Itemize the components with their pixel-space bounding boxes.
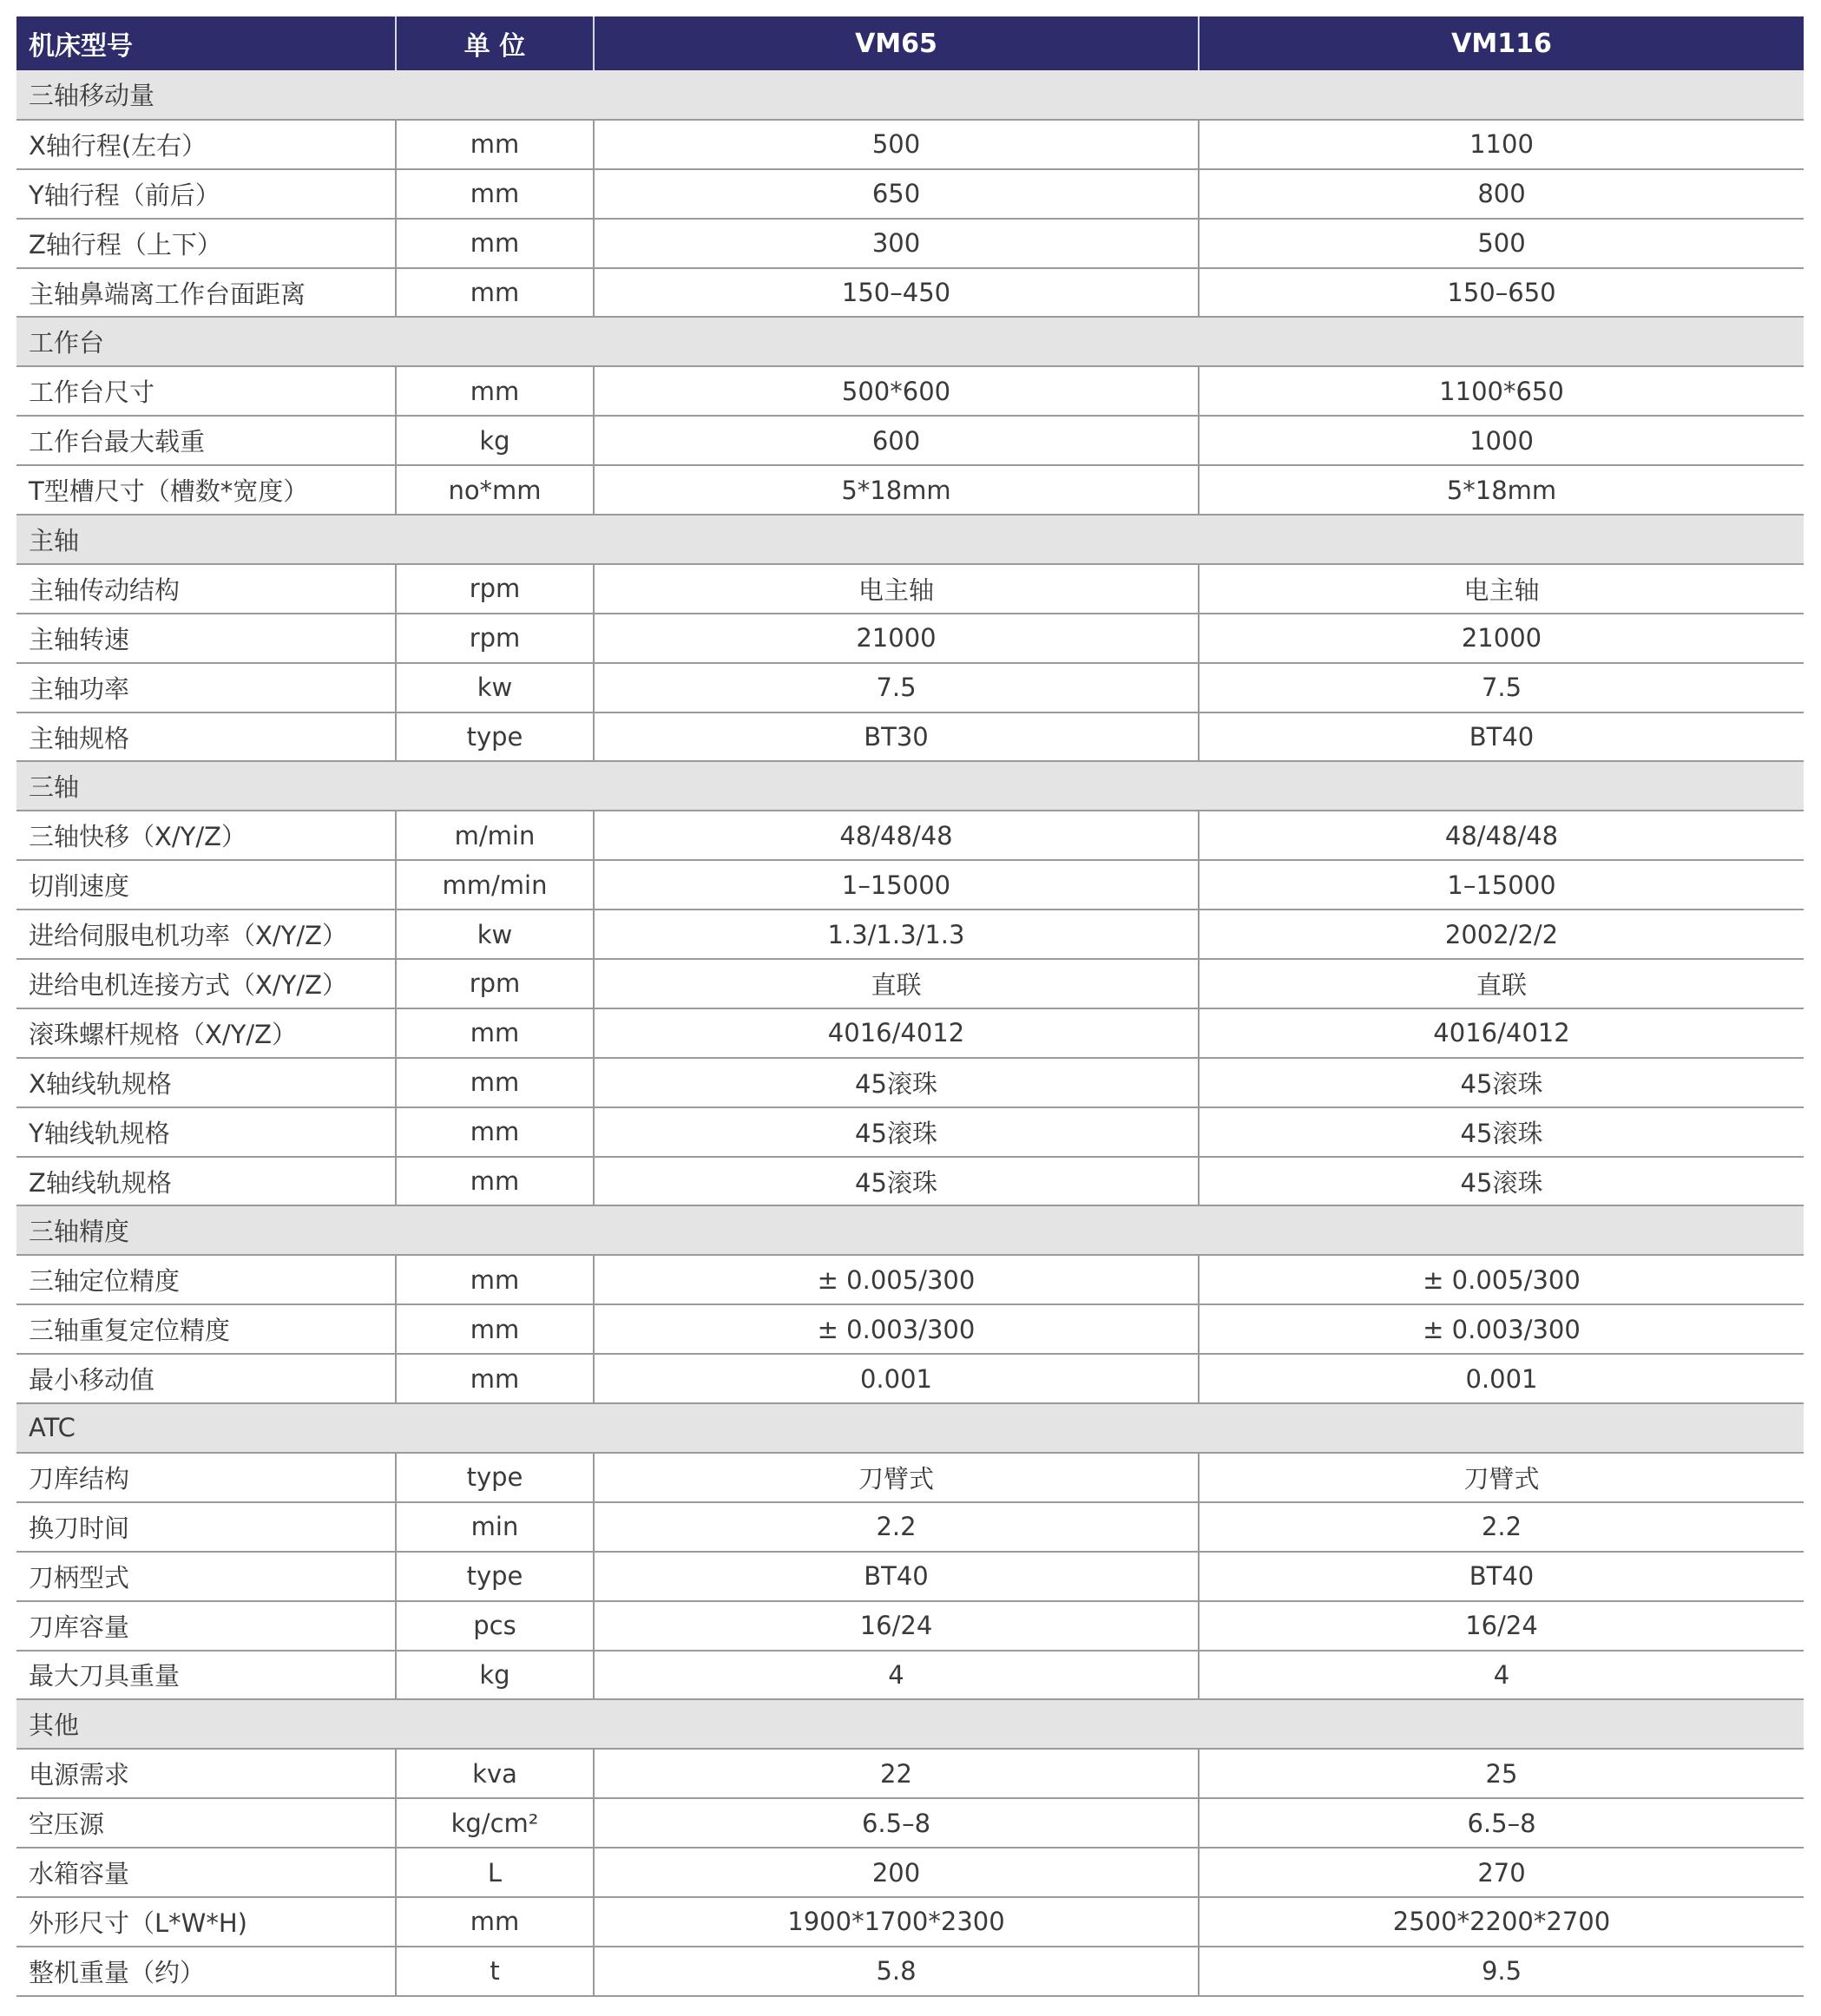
- spec-name: 水箱容量: [16, 1848, 396, 1897]
- spec-value-vm65: 5*18mm: [594, 465, 1199, 515]
- spec-value-vm116: 1–15000: [1199, 860, 1804, 909]
- spec-row: [16, 1749, 1804, 1798]
- spec-row: [16, 1008, 1804, 1058]
- spec-value-vm65: ± 0.003/300: [594, 1304, 1199, 1354]
- spec-value-vm116: 直联: [1199, 959, 1804, 1008]
- spec-value-vm116: 电主轴: [1199, 564, 1804, 614]
- spec-value-vm116: 45滚珠: [1199, 1157, 1804, 1206]
- spec-value-vm65: 2.2: [594, 1502, 1199, 1552]
- spec-name: 整机重量（约）: [16, 1947, 396, 1996]
- spec-value-vm116: BT40: [1199, 1552, 1804, 1601]
- spec-value-vm65: 21000: [594, 614, 1199, 663]
- spec-table-container: [16, 16, 1804, 1997]
- spec-value-vm116: 刀臂式: [1199, 1453, 1804, 1502]
- spec-name: 切削速度: [16, 860, 396, 909]
- spec-name: 主轴鼻端离工作台面距离: [16, 268, 396, 318]
- section-row: [16, 1403, 1804, 1453]
- spec-unit: mm: [396, 1157, 594, 1206]
- spec-name: 空压源: [16, 1798, 396, 1848]
- spec-row: [16, 416, 1804, 465]
- section-title: 主轴: [16, 515, 1804, 564]
- spec-name: 主轴功率: [16, 663, 396, 712]
- spec-name: 滚珠螺杆规格（X/Y/Z）: [16, 1008, 396, 1058]
- spec-value-vm65: 650: [594, 169, 1199, 219]
- spec-name: 最小移动值: [16, 1354, 396, 1403]
- spec-value-vm65: 直联: [594, 959, 1199, 1008]
- spec-unit: min: [396, 1502, 594, 1552]
- spec-unit: kg/cm²: [396, 1798, 594, 1848]
- spec-unit: kw: [396, 663, 594, 712]
- spec-row: [16, 712, 1804, 762]
- spec-value-vm116: 2002/2/2: [1199, 909, 1804, 959]
- spec-name: 工作台尺寸: [16, 366, 396, 416]
- spec-table: [16, 16, 1804, 1997]
- section-title: ATC: [16, 1403, 1804, 1453]
- spec-row: [16, 465, 1804, 515]
- spec-unit: kva: [396, 1749, 594, 1798]
- spec-value-vm65: ± 0.005/300: [594, 1255, 1199, 1304]
- spec-value-vm65: 22: [594, 1749, 1199, 1798]
- spec-value-vm65: 16/24: [594, 1601, 1199, 1651]
- spec-name: 工作台最大载重: [16, 416, 396, 465]
- spec-name: 刀库容量: [16, 1601, 396, 1651]
- spec-value-vm116: 500: [1199, 219, 1804, 268]
- spec-row: [16, 614, 1804, 663]
- spec-value-vm116: 45滚珠: [1199, 1107, 1804, 1157]
- spec-unit: type: [396, 712, 594, 762]
- spec-value-vm65: 4016/4012: [594, 1008, 1199, 1058]
- spec-name: 进给电机连接方式（X/Y/Z）: [16, 959, 396, 1008]
- spec-unit: mm: [396, 1897, 594, 1947]
- spec-unit: mm: [396, 1058, 594, 1107]
- spec-value-vm65: 300: [594, 219, 1199, 268]
- spec-row: [16, 959, 1804, 1008]
- header-model-vm65: VM65: [594, 16, 1199, 70]
- spec-value-vm65: 150–450: [594, 268, 1199, 318]
- section-row: [16, 1699, 1804, 1749]
- spec-value-vm65: 4: [594, 1651, 1199, 1700]
- spec-unit: L: [396, 1848, 594, 1897]
- spec-unit: mm: [396, 1354, 594, 1403]
- spec-value-vm116: 25: [1199, 1749, 1804, 1798]
- spec-unit: rpm: [396, 564, 594, 614]
- spec-value-vm116: 48/48/48: [1199, 811, 1804, 860]
- spec-row: [16, 811, 1804, 860]
- spec-name: T型槽尺寸（槽数*宽度）: [16, 465, 396, 515]
- header-row: [16, 16, 1804, 70]
- spec-unit: mm: [396, 1255, 594, 1304]
- spec-value-vm65: 45滚珠: [594, 1157, 1199, 1206]
- spec-name: 刀柄型式: [16, 1552, 396, 1601]
- spec-name: 进给伺服电机功率（X/Y/Z）: [16, 909, 396, 959]
- spec-name: X轴线轨规格: [16, 1058, 396, 1107]
- spec-name: Y轴线轨规格: [16, 1107, 396, 1157]
- spec-value-vm65: 45滚珠: [594, 1058, 1199, 1107]
- spec-unit: rpm: [396, 959, 594, 1008]
- spec-value-vm116: BT40: [1199, 712, 1804, 762]
- spec-value-vm65: BT40: [594, 1552, 1199, 1601]
- spec-row: [16, 1304, 1804, 1354]
- spec-value-vm116: 45滚珠: [1199, 1058, 1804, 1107]
- spec-value-vm65: 7.5: [594, 663, 1199, 712]
- spec-unit: mm: [396, 1304, 594, 1354]
- spec-value-vm116: 0.001: [1199, 1354, 1804, 1403]
- spec-value-vm65: 0.001: [594, 1354, 1199, 1403]
- spec-name: 三轴快移（X/Y/Z）: [16, 811, 396, 860]
- spec-row: [16, 1552, 1804, 1601]
- spec-value-vm116: ± 0.003/300: [1199, 1304, 1804, 1354]
- section-row: [16, 761, 1804, 811]
- spec-table-header: [16, 16, 1804, 70]
- spec-unit: mm/min: [396, 860, 594, 909]
- spec-value-vm65: 600: [594, 416, 1199, 465]
- spec-row: [16, 1897, 1804, 1947]
- section-title: 三轴: [16, 761, 1804, 811]
- spec-row: [16, 860, 1804, 909]
- spec-name: 外形尺寸（L*W*H): [16, 1897, 396, 1947]
- spec-value-vm65: 1900*1700*2300: [594, 1897, 1199, 1947]
- spec-row: [16, 120, 1804, 169]
- spec-unit: kg: [396, 1651, 594, 1700]
- spec-row: [16, 1107, 1804, 1157]
- section-row: [16, 317, 1804, 366]
- section-title: 工作台: [16, 317, 1804, 366]
- spec-row: [16, 1502, 1804, 1552]
- spec-value-vm116: 1000: [1199, 416, 1804, 465]
- spec-row: [16, 909, 1804, 959]
- spec-unit: no*mm: [396, 465, 594, 515]
- spec-value-vm116: 9.5: [1199, 1947, 1804, 1996]
- spec-row: [16, 268, 1804, 318]
- spec-value-vm65: 500: [594, 120, 1199, 169]
- spec-unit: mm: [396, 366, 594, 416]
- spec-row: [16, 1255, 1804, 1304]
- spec-row: [16, 1058, 1804, 1107]
- spec-unit: m/min: [396, 811, 594, 860]
- section-row: [16, 70, 1804, 120]
- spec-name: 主轴转速: [16, 614, 396, 663]
- spec-unit: kg: [396, 416, 594, 465]
- spec-row: [16, 219, 1804, 268]
- spec-unit: t: [396, 1947, 594, 1996]
- spec-name: Y轴行程（前后）: [16, 169, 396, 219]
- spec-value-vm116: 4: [1199, 1651, 1804, 1700]
- spec-value-vm65: 45滚珠: [594, 1107, 1199, 1157]
- header-unit-label: 单 位: [396, 16, 594, 70]
- spec-row: [16, 1947, 1804, 1996]
- spec-value-vm65: 刀臂式: [594, 1453, 1199, 1502]
- spec-row: [16, 1157, 1804, 1206]
- spec-unit: kw: [396, 909, 594, 959]
- spec-unit: type: [396, 1552, 594, 1601]
- section-row: [16, 515, 1804, 564]
- spec-value-vm116: 150–650: [1199, 268, 1804, 318]
- spec-row: [16, 366, 1804, 416]
- spec-value-vm116: 1100*650: [1199, 366, 1804, 416]
- spec-row: [16, 1354, 1804, 1403]
- spec-table-body: [16, 70, 1804, 1996]
- spec-name: 换刀时间: [16, 1502, 396, 1552]
- spec-row: [16, 1848, 1804, 1897]
- spec-row: [16, 169, 1804, 219]
- spec-value-vm116: 5*18mm: [1199, 465, 1804, 515]
- spec-value-vm116: 4016/4012: [1199, 1008, 1804, 1058]
- spec-row: [16, 564, 1804, 614]
- spec-value-vm65: 1.3/1.3/1.3: [594, 909, 1199, 959]
- spec-value-vm65: 5.8: [594, 1947, 1199, 1996]
- header-model-label: 机床型号: [16, 16, 396, 70]
- spec-row: [16, 1798, 1804, 1848]
- spec-row: [16, 1651, 1804, 1700]
- spec-value-vm65: 500*600: [594, 366, 1199, 416]
- spec-unit: rpm: [396, 614, 594, 663]
- spec-row: [16, 1453, 1804, 1502]
- spec-value-vm116: 1100: [1199, 120, 1804, 169]
- spec-value-vm116: 800: [1199, 169, 1804, 219]
- spec-name: Z轴线轨规格: [16, 1157, 396, 1206]
- spec-unit: mm: [396, 1008, 594, 1058]
- spec-value-vm116: 270: [1199, 1848, 1804, 1897]
- spec-value-vm65: 电主轴: [594, 564, 1199, 614]
- spec-value-vm65: BT30: [594, 712, 1199, 762]
- spec-value-vm65: 1–15000: [594, 860, 1199, 909]
- section-title: 三轴精度: [16, 1205, 1804, 1255]
- spec-name: 刀库结构: [16, 1453, 396, 1502]
- spec-unit: mm: [396, 120, 594, 169]
- spec-name: 主轴传动结构: [16, 564, 396, 614]
- spec-row: [16, 663, 1804, 712]
- spec-unit: mm: [396, 268, 594, 318]
- spec-unit: mm: [396, 169, 594, 219]
- header-model-vm116: VM116: [1451, 28, 1552, 59]
- spec-name: 最大刀具重量: [16, 1651, 396, 1700]
- section-title: 其他: [16, 1699, 1804, 1749]
- spec-unit: mm: [396, 1107, 594, 1157]
- spec-value-vm116: 6.5–8: [1199, 1798, 1804, 1848]
- spec-name: X轴行程(左右）: [16, 120, 396, 169]
- spec-name: Z轴行程（上下）: [16, 219, 396, 268]
- spec-unit: pcs: [396, 1601, 594, 1651]
- spec-value-vm65: 200: [594, 1848, 1199, 1897]
- spec-name: 三轴定位精度: [16, 1255, 396, 1304]
- spec-value-vm116: 16/24: [1199, 1601, 1804, 1651]
- section-title: 三轴移动量: [16, 70, 1804, 120]
- spec-value-vm116: 7.5: [1199, 663, 1804, 712]
- spec-unit: type: [396, 1453, 594, 1502]
- spec-unit: mm: [396, 219, 594, 268]
- section-row: [16, 1205, 1804, 1255]
- spec-value-vm65: 6.5–8: [594, 1798, 1199, 1848]
- spec-row: [16, 1601, 1804, 1651]
- spec-name: 主轴规格: [16, 712, 396, 762]
- spec-value-vm116: 21000: [1199, 614, 1804, 663]
- spec-value-vm116: ± 0.005/300: [1199, 1255, 1804, 1304]
- spec-value-vm65: 48/48/48: [594, 811, 1199, 860]
- spec-value-vm116: 2.2: [1199, 1502, 1804, 1552]
- spec-name: 电源需求: [16, 1749, 396, 1798]
- spec-name: 三轴重复定位精度: [16, 1304, 396, 1354]
- spec-value-vm116: 2500*2200*2700: [1199, 1897, 1804, 1947]
